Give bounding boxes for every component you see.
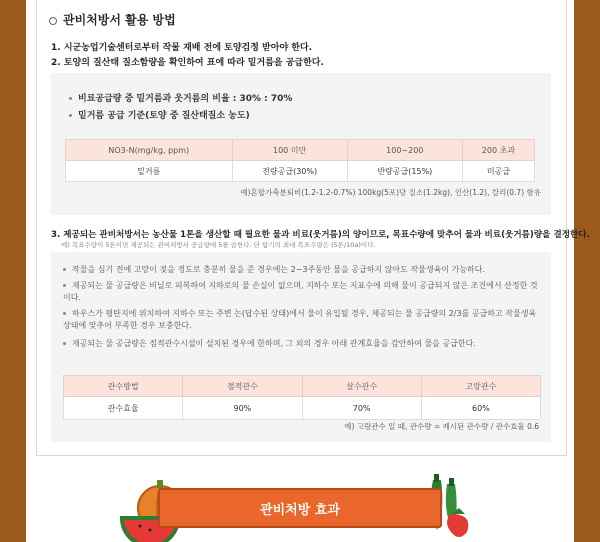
irrigation-item-text: 제공되는 물 공급량은 점적관수시설이 설치된 경우에 한하며, 그 외의 경우 아래 관계효율을 감안하여 물을 공급한다. — [72, 339, 476, 348]
irrigation-item — [63, 308, 538, 332]
bullet-dot-icon — [63, 268, 66, 271]
fertilizer-box — [51, 73, 551, 215]
criteria-line — [69, 108, 250, 121]
table-header: 관수방법 — [64, 376, 183, 397]
compost-note: 예)혼합가축분퇴비(1.2-1.2-0.7%) 100kg(5포)당 질소(1.2kg), 인산(1.2), 칼리(0.7) 함유 — [240, 188, 541, 197]
table-header-row — [64, 376, 541, 397]
base-fertilizer-table — [65, 139, 535, 182]
table-header-row — [66, 140, 535, 161]
criteria-text: 밑거름 공급 기준(토양 중 질산태질소 농도) — [78, 111, 250, 121]
irrigation-item-text: 작물을 심기 전에 고랑이 젖을 정도로 충분히 물을 준 경우에는 2~3주동안 물을 공급하지 않아도 작물생육이 가능하다. — [72, 265, 486, 274]
table-header: 200 초과 — [462, 140, 534, 161]
table-cell: 90% — [183, 397, 302, 420]
table-cell: 관수효율 — [64, 397, 183, 420]
table-cell: 60% — [421, 397, 540, 420]
frame-right — [574, 0, 600, 542]
irrigation-effect-button[interactable]: 관비처방 효과 — [158, 488, 442, 528]
table-row — [64, 397, 541, 420]
irrigation-efficiency-table — [63, 375, 541, 420]
ratio-text: 비료공급량 중 밑거름과 웃거름의 비율 : 30% : 70% — [78, 94, 293, 104]
irrigation-item — [63, 338, 538, 350]
table-cell: 반량공급(15%) — [347, 161, 462, 182]
section-title — [49, 11, 176, 28]
table-header: 살수관수 — [302, 376, 421, 397]
table-row — [66, 161, 535, 182]
irrigation-item-text: 제공되는 물 공급량은 비닐로 피복하여 지하로의 물 손실이 없으며, 지하수 또는 지표수에 의해 물이 공급되지 않은 조건에서 산정한 것이다. — [63, 281, 538, 302]
frame-left — [0, 0, 26, 542]
irrigation-note: 예) 고랑관수 일 때, 관수량 = 제시된 관수량 / 관수효율 0.6 — [344, 422, 539, 431]
table-header: 100 미만 — [232, 140, 347, 161]
step-1: 1. 시군농업기술센터로부터 작물 재배 전에 토양검정 받아야 한다. — [51, 43, 313, 53]
table-header: 점적관수 — [183, 376, 302, 397]
step-3: 3. 제공되는 관비처방서는 농산물 1톤을 생산할 때 필요한 물과 비료(웃거름)의 양이므로, 목표수량에 맞추어 물과 비료(웃거름)량을 결정한다. — [51, 230, 590, 240]
step-2: 2. 토양의 질산태 질소함량을 확인하여 표에 따라 밑거름을 공급한다. — [51, 58, 324, 68]
bullet-dot-icon — [63, 342, 66, 345]
bullet-dot-icon — [69, 114, 72, 117]
table-cell: 밑거름 — [66, 161, 233, 182]
irrigation-item-text: 하우스가 평탄지에 위치하여 지하수 또는 주변 논(답수된 상태)에서 물이 유입될 경우, 제공되는 물 공급량의 2/3를 공급하고 작물생육상태에 맞추어 부족한 경우 보충한다. — [63, 309, 537, 330]
table-cell: 전량공급(30%) — [232, 161, 347, 182]
circle-bullet-icon — [49, 17, 57, 25]
step-3-note: 예) 목표수량이 5톤이면 제공되는 관비처방서 공급량에 5를 곱한다. 단 탐기의 최대 목표수량은 (5톤/10a)이다. — [61, 241, 376, 249]
bullet-dot-icon — [69, 97, 72, 100]
bullet-dot-icon — [63, 312, 66, 315]
table-header: 100~200 — [347, 140, 462, 161]
table-cell: 미공급 — [462, 161, 534, 182]
section-title-text: 관비처방서 활용 방법 — [63, 13, 176, 27]
bullet-dot-icon — [63, 284, 66, 287]
table-header: 고랑관수 — [421, 376, 540, 397]
table-header: NO3-N(mg/kg, ppm) — [66, 140, 233, 161]
irrigation-item — [63, 280, 538, 304]
content-card — [36, 0, 590, 456]
irrigation-box — [51, 252, 551, 442]
table-cell: 70% — [302, 397, 421, 420]
ratio-line — [69, 91, 292, 104]
irrigation-item — [63, 264, 538, 276]
